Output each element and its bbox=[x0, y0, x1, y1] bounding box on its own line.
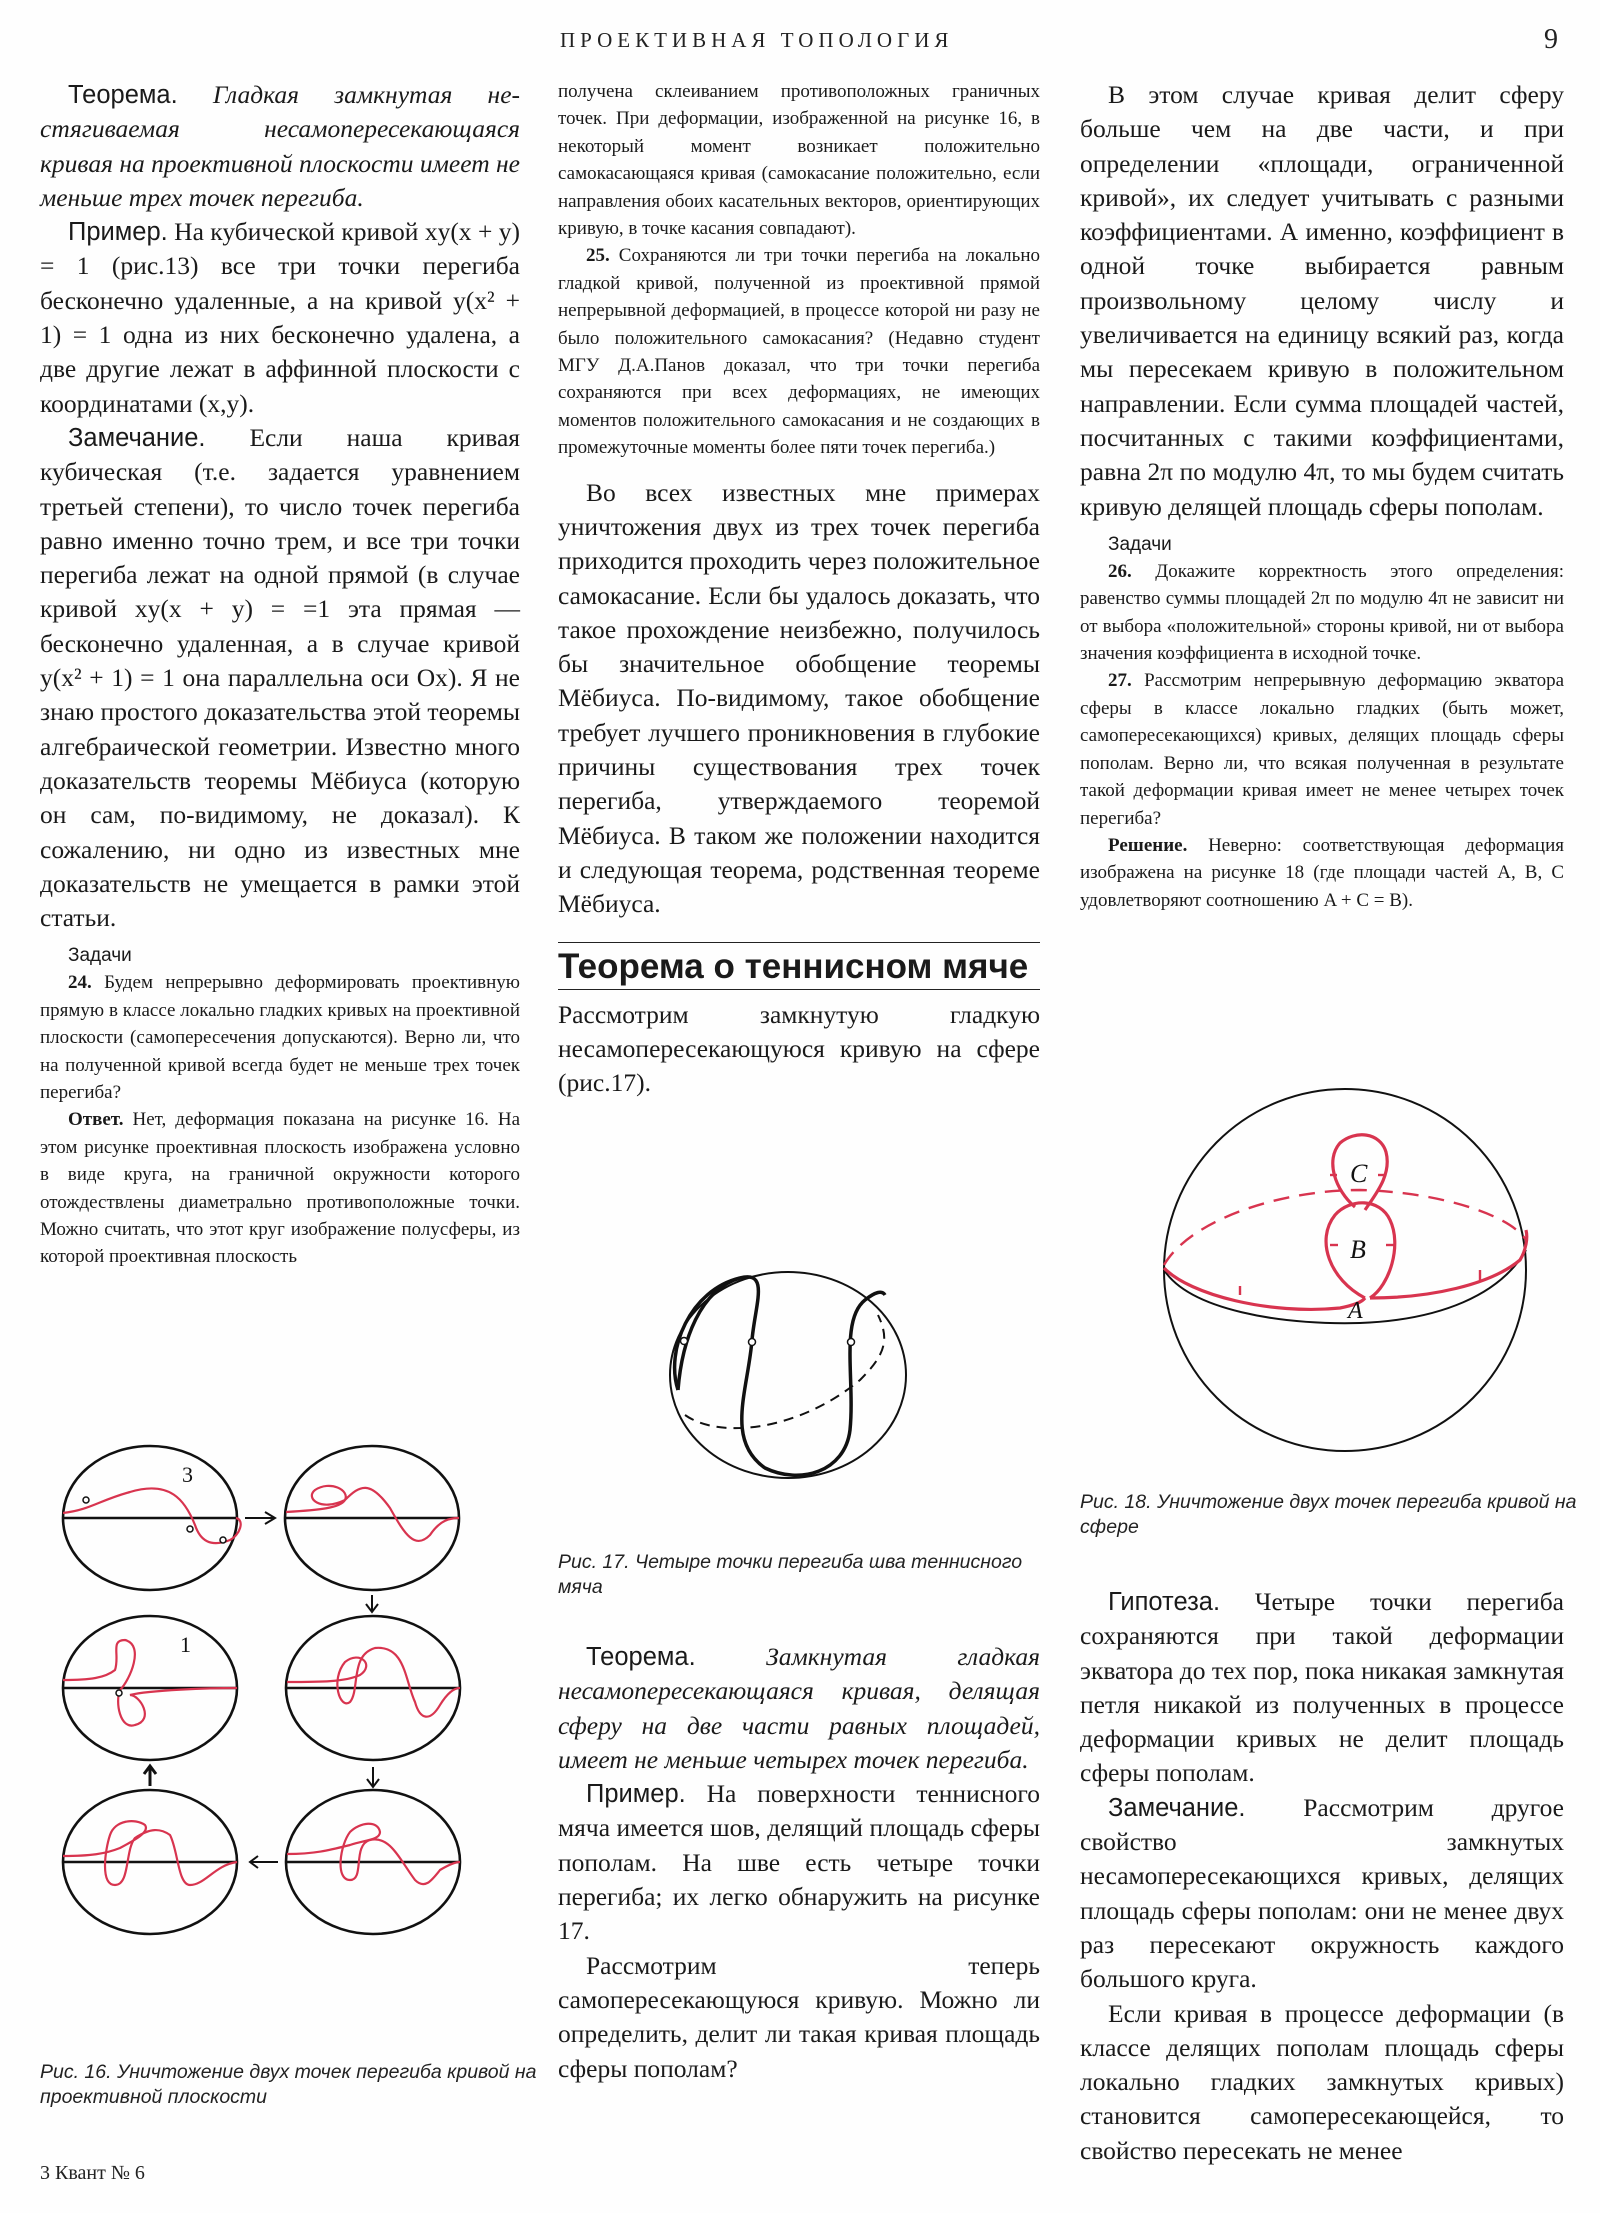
question-paragraph: Рассмотрим теперь самопересекающуюся кривую. Можно ли определить, делит ли такая кривая площадь сферы пополам? bbox=[558, 1950, 1040, 2083]
inflection-point bbox=[848, 1339, 855, 1346]
example-text: На поверхности теннисного мяча имеется шов, делящий площадь сферы пополам. На шве есть четыре точки перегиба; их легко обнаружить на рисунке 17. bbox=[558, 1779, 1041, 1946]
inflection-point bbox=[116, 1690, 122, 1696]
answer-lead: Ответ. bbox=[68, 1109, 124, 1131]
arrow-down-icon bbox=[367, 1767, 379, 1787]
arrow-up-icon bbox=[144, 1766, 156, 1786]
figure-17-caption: Рис. 17. Четыре точки перегиба шва теннисного мяча bbox=[558, 1551, 1023, 1598]
hypothesis-text: Четыре точки перегиба сохраняются при такой деформации экватора до тех пор, пока никакая замкнутая петля никакой из полученных в процессе деформации кривых не делит площадь сферы пополам. bbox=[1080, 1587, 1564, 1788]
column-3-lower bbox=[1080, 1585, 1564, 2168]
running-header: ПРОЕКТИВНАЯ ТОПОЛОГИЯ bbox=[560, 28, 954, 52]
column-3 bbox=[1080, 78, 1564, 914]
figure-17 bbox=[660, 1260, 920, 1490]
label-b: B bbox=[1350, 1235, 1366, 1264]
column-2-lower bbox=[558, 1640, 1040, 2086]
label-c: C bbox=[1350, 1159, 1368, 1188]
example-paragraph bbox=[558, 1777, 1040, 1948]
label-3: 3 bbox=[182, 1462, 193, 1487]
column-1 bbox=[40, 78, 520, 1271]
theorem-text: Замкнутая гладкая несамопересекающаяся кривая, делящая сферу на две части равных площадей, имеет не меньше четырех точек перегиба. bbox=[558, 1642, 1041, 1774]
task-text: Рассмотрим непрерывную деформацию экватора сферы в классе локально гладких (быть может, самопересекающихся) кривых, делящих площадь сферы пополам. Верно ли, что всякая полученная в результате такой деформации кривая имеет не менее четырех точек перегиба? bbox=[1080, 670, 1565, 829]
task-text: Докажите корректность этого определения: равенство суммы площадей 2π по модулю 4π не зависит ни от выбора «положительной» стороны кривой, ни от выбора значения коэффициента в исходной точке. bbox=[1080, 560, 1565, 665]
task-number: 25. bbox=[586, 245, 610, 267]
figure-18-caption: Рис. 18. Уничтожение двух точек перегиба кривой на сфере bbox=[1080, 1491, 1577, 1538]
task-27 bbox=[1080, 667, 1564, 831]
equator-front bbox=[1164, 1250, 1526, 1323]
curve-4 bbox=[63, 1640, 237, 1726]
task-number: 27. bbox=[1108, 670, 1132, 692]
task-24 bbox=[40, 969, 520, 1106]
inflection-point bbox=[220, 1537, 226, 1543]
figure-16 bbox=[60, 1440, 520, 2080]
theorem-paragraph bbox=[558, 1640, 1040, 1777]
remark-text: Рассмотрим другое свойство замкнутых несамопересекающихся кривых, делящих площадь сферы пополам: они не менее двух раз пересекают окружность каждого большого круга. bbox=[1080, 1792, 1564, 1994]
curve-6 bbox=[63, 1821, 237, 1885]
inflection-point bbox=[749, 1339, 756, 1346]
arrow-right-icon bbox=[245, 1512, 275, 1524]
example-lead: Пример. bbox=[68, 218, 168, 247]
task-number: 24. bbox=[68, 972, 92, 994]
hypothesis-paragraph bbox=[1080, 1585, 1564, 1791]
task-25 bbox=[558, 242, 1040, 461]
section-title: Теорема о теннисном мяче bbox=[558, 949, 1040, 990]
equator-dashed bbox=[685, 1315, 884, 1428]
theorem-lead: Теорема. bbox=[586, 1643, 696, 1671]
inflection-point bbox=[83, 1497, 89, 1503]
solution-text: Неверно: соответствующая деформация изображена на рисунке 18 (где площади частей A, B, C удовлетворяют соотношению A + C = B). bbox=[1080, 834, 1564, 911]
tasks-heading: Задачи bbox=[68, 945, 132, 967]
theorem-lead: Теорема. bbox=[68, 81, 178, 109]
continued-paragraph: получена склеиванием противоположных граничных точек. При деформации, изображенной на рисунке 16, в некоторый момент возникает положительно самокасающаяся кривая (самокасание положительно, если направления обоих касательных векторов, ориентирующих кривую, в точке касания совпадают). bbox=[558, 81, 1040, 240]
example-paragraph bbox=[40, 215, 520, 421]
task-text: Сохраняются ли три точки перегиба на локально гладкой кривой, полученной из проективной прямой непрерывной деформацией, в процессе которой ни разу не было положительного самокасания? (Недавно студент МГУ Д.А.Панов доказал, что три точки перегиба сохраняются при всех деформациях, не имеющих моментов положительного самокасания и не создающих в промежуточные моменты более пяти точек перегиба.) bbox=[558, 245, 1040, 459]
task-26 bbox=[1080, 558, 1564, 668]
label-1: 1 bbox=[180, 1632, 191, 1657]
example-lead: Пример. bbox=[586, 1780, 686, 1809]
theorem-paragraph bbox=[40, 78, 520, 215]
figure-18 bbox=[1130, 1080, 1550, 1460]
remark-lead: Замечание. bbox=[68, 423, 206, 452]
section-intro: Рассмотрим замкнутую гладкую несамопересекающуюся кривую на сфере (рис.17). bbox=[558, 999, 1040, 1098]
solution-paragraph bbox=[1080, 832, 1564, 914]
answer-paragraph bbox=[40, 1106, 520, 1270]
hypothesis-lead: Гипотеза. bbox=[1108, 1588, 1221, 1616]
example-text: На кубической кривой xy(x + y) = 1 (рис.13) все три точки перегиба бесконечно удаленные, а на кривой y(x² + 1) = 1 одна из них бесконечно удалена, а две другие лежат в аффинной плоскости с координатами (x,y). bbox=[40, 217, 521, 418]
label-a: A bbox=[1348, 1298, 1363, 1324]
curve-2 bbox=[286, 1486, 459, 1541]
task-number: 26. bbox=[1108, 560, 1132, 582]
definition-paragraph: В этом случае кривая делит сферу больше чем на две части, и при определении «площади, ограниченной кривой», их следует учитывать с разными коэффициентами. А именно, коэффициент в одной точке выбирается равным произвольному целому числу и увеличивается на единицу всякий раз, когда мы пересекаем кривую в положительном направлении. Если сумма площадей частей, посчитанных с такими коэффициентами, равна 2π по модулю 4π, то мы будем считать кривую делящей площадь сферы пополам. bbox=[1080, 80, 1564, 521]
tasks-heading: Задачи bbox=[1108, 533, 1172, 555]
theorem-text: Гладкая замкнутая не-стягиваемая несамопересекающаяся кривая на проективной плоскости имеет не меньше трех точек перегиба. bbox=[40, 80, 520, 212]
arrow-down-icon bbox=[366, 1595, 378, 1612]
footer-signature: 3 Квант № 6 bbox=[40, 2162, 145, 2184]
page-number: 9 bbox=[1544, 24, 1558, 55]
remark-lead: Замечание. bbox=[1108, 1793, 1246, 1822]
arrow-left-icon bbox=[250, 1856, 278, 1868]
remark-paragraph bbox=[40, 421, 520, 935]
curve-1 bbox=[63, 1488, 241, 1543]
seam-curve bbox=[675, 1277, 885, 1475]
inflection-point bbox=[187, 1526, 193, 1532]
deformation-paragraph: Если кривая в процессе деформации (в классе делящих пополам площадь сферы локально гладких замкнутых кривых) становится самопересекающейся, то свойство пересекать не менее bbox=[1080, 1998, 1564, 2165]
curve-5 bbox=[287, 1824, 460, 1884]
equator-back-dashed bbox=[1164, 1190, 1526, 1265]
inflection-point bbox=[681, 1338, 688, 1345]
remark-paragraph bbox=[1080, 1791, 1564, 1997]
sphere-outline bbox=[1164, 1089, 1526, 1451]
curve-3 bbox=[287, 1648, 460, 1717]
solution-lead: Решение. bbox=[1108, 834, 1188, 856]
section-rule bbox=[558, 942, 1040, 943]
column-2 bbox=[558, 78, 1040, 1100]
figure-16-caption: Рис. 16. Уничтожение двух точек перегиба кривой на проективной плоскости bbox=[40, 2061, 537, 2108]
mobius-paragraph: Во всех известных мне примерах уничтожения двух из трех точек перегиба приходится проходить через положительное самокасание. Если бы удалось доказать, что такое прохождение неизбежно, получилось бы значительное обобщение теоремы Мёбиуса. По-видимому, такое обобщение требует лучшего проникновения в глубокие причины существования трех точек перегиба, утверждаемого теоремой Мёбиуса. В таком же положении находится и следующая теорема, родственная теореме Мёбиуса. bbox=[558, 477, 1040, 919]
task-text: Будем непрерывно деформировать проективную прямую в классе локально гладких кривых на проективной плоскости (самопересечения допускаются). Верно ли, что на полученной кривой всегда будет не меньше трех точек перегиба? bbox=[40, 972, 520, 1104]
equator-deformed bbox=[1164, 1268, 1365, 1309]
answer-text: Нет, деформация показана на рисунке 16. На этом рисунке проективная плоскость изображена условно в виде круга, на граничной окружности которого отождествлены диаметрально противоположные точки. Можно считать, что этот круг изображение полусферы, из которой проективная плоскость bbox=[40, 1109, 520, 1268]
remark-text: Если наша кривая кубическая (т.е. задается уравнением третьей степени), то число точек перегиба равно именно точно трем, и все три точки перегиба лежат на одной прямой (в случае кривой xy(x + y) = =1 эта прямая — бесконечно удаленная, а в случае кривой y(x² + 1) = 1 она параллельна оси Ox). Я не знаю простого доказательства этой теоремы алгебраической геометрии. Известно много доказательств теоремы Мёбиуса (которую он сам, по-видимому, не доказал). К сожалению, ни одно из известных мне доказательств не умещается в рамки этой статьи. bbox=[40, 422, 520, 933]
